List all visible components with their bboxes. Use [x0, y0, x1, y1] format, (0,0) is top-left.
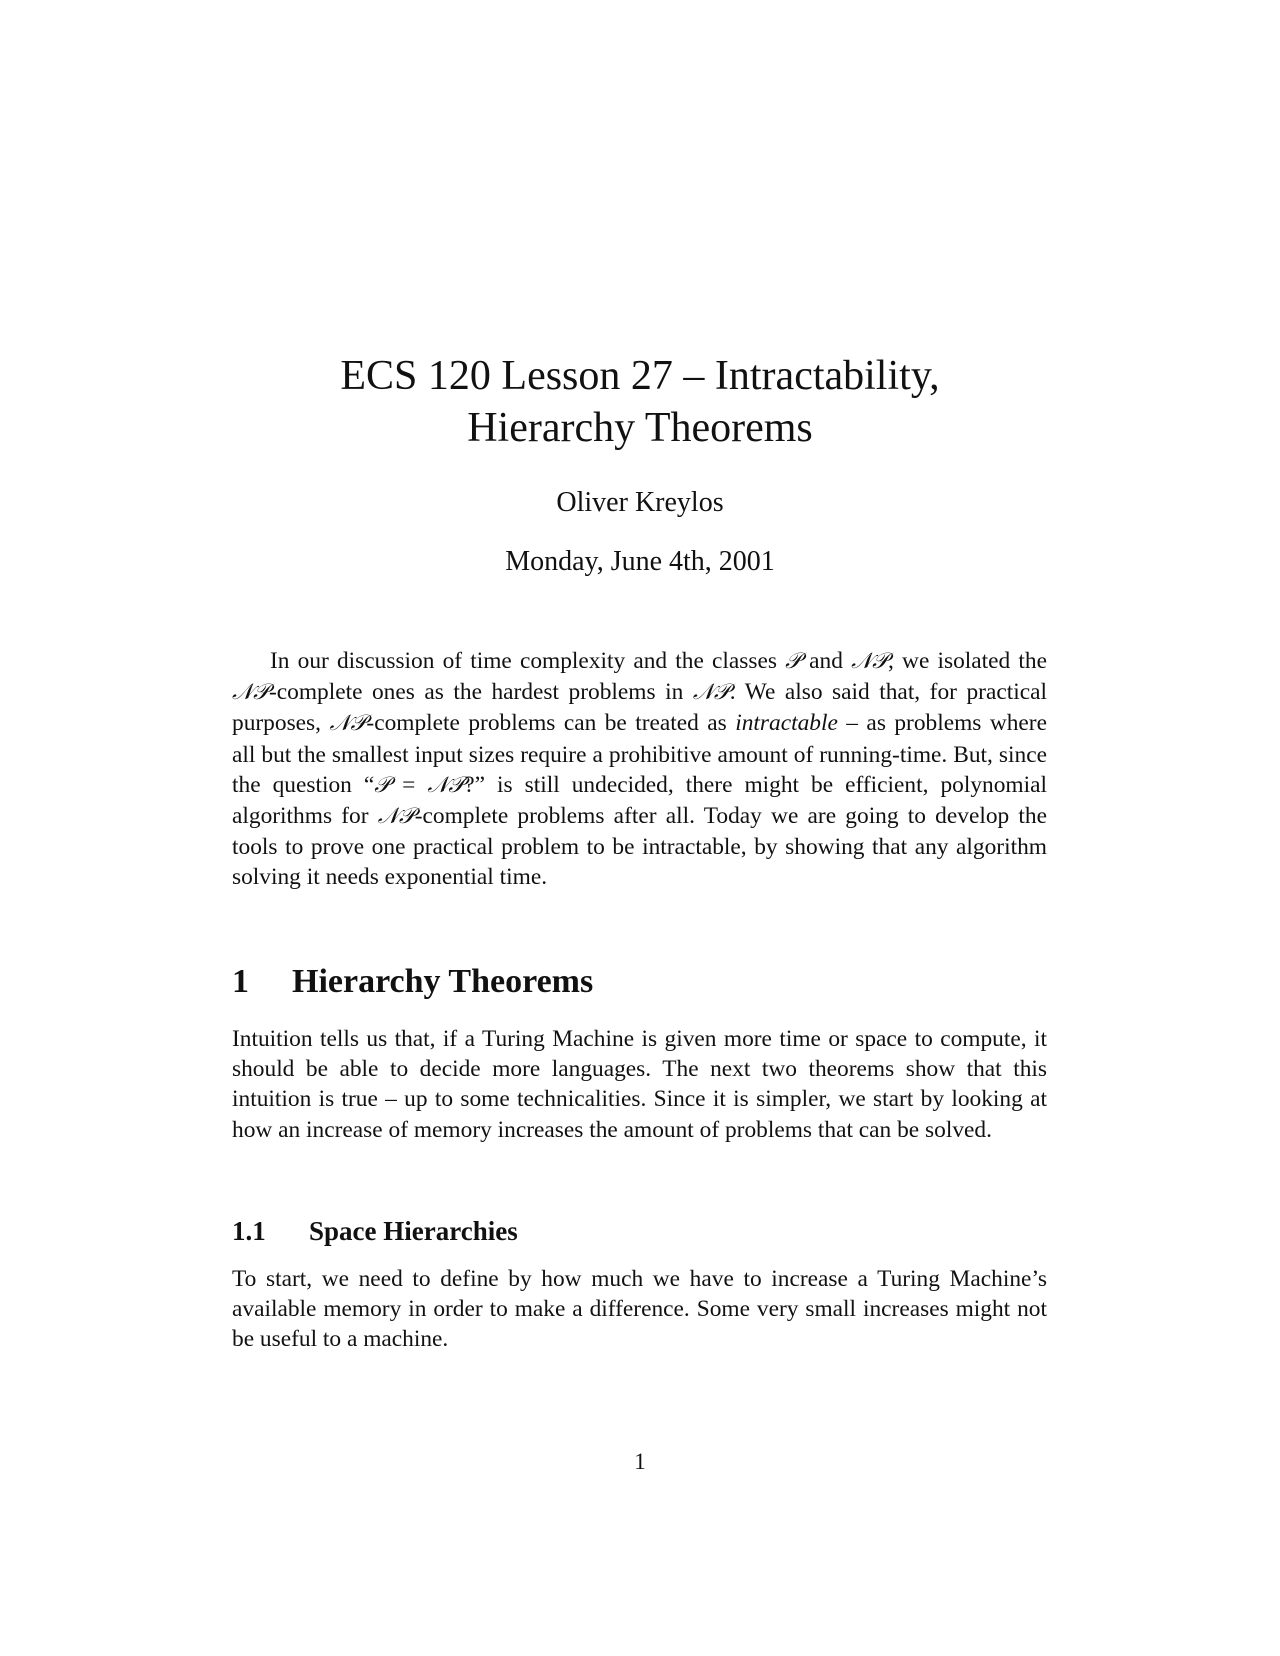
intro-text: and [809, 648, 843, 674]
symbol-np: 𝒩𝒫 [427, 772, 465, 798]
document-date: Monday, June 4th, 2001 [505, 546, 775, 577]
intro-text: – as problems where all but the smallest input sizes require a prohibitive amount of running-time. But, since the question “ [232, 710, 1047, 798]
intro-text: = [390, 771, 428, 798]
emphasis-intractable: intractable [735, 710, 838, 737]
subsection-heading [232, 1214, 518, 1248]
section-heading [232, 962, 593, 1002]
document-title [0, 350, 1280, 454]
page-number: 1 [634, 1449, 646, 1474]
section-text: Intuition tells us that, if a Turing Machine is given more time or space to compute, it should be able to decide more languages. The next two theorems show that this intuition is true – up to some technicalities. Since it is simpler, we start by looking at how an increase of memory increases the amount of problems that can be solved. [232, 1026, 1047, 1143]
section-number: 1 [232, 963, 249, 1000]
intro-text: . We also said that, for practical purposes, [232, 679, 1047, 737]
intro-text: -complete ones as the hardest problems in [268, 679, 684, 706]
section-paragraph [232, 1024, 1047, 1145]
symbol-np: 𝒩𝒫 [329, 711, 367, 737]
author-name: Oliver Kreylos [556, 487, 724, 518]
subsection-number: 1.1 [232, 1216, 266, 1246]
intro-text: -complete problems after all. Today we are going to develop the tools to prove one practical problem to be intractable, by showing that any algorithm solving it needs exponential time. [232, 803, 1048, 891]
symbol-p: 𝒫 [374, 772, 391, 798]
subsection-paragraph [232, 1264, 1047, 1355]
intro-paragraph [232, 646, 1047, 893]
symbol-np: 𝒩𝒫 [377, 804, 415, 830]
symbol-np: 𝒩𝒫 [692, 680, 730, 706]
symbol-np: 𝒩𝒫 [851, 649, 889, 674]
symbol-p: 𝒫 [785, 649, 801, 674]
subsection-text: To start, we need to define by how much we have to increase a Turing Machine’s available memory in order to make a difference. Some very small increases might not be useful to a machine. [232, 1266, 1047, 1353]
title-line-1: ECS 120 Lesson 27 – Intractability, [340, 353, 940, 399]
intro-text: In our discussion of time complexity and the classes [270, 648, 777, 674]
title-line-2: Hierarchy Theorems [467, 405, 813, 451]
intro-text: ?” is still undecided, there might be efficient, polynomial algorithms for [232, 771, 1048, 830]
intro-text: -complete problems can be treated as [366, 710, 727, 737]
section-title: Hierarchy Theorems [292, 963, 594, 1000]
symbol-np: 𝒩𝒫 [232, 680, 269, 706]
subsection-title: Space Hierarchies [309, 1216, 518, 1246]
intro-text: , we isolated the [888, 648, 1047, 674]
